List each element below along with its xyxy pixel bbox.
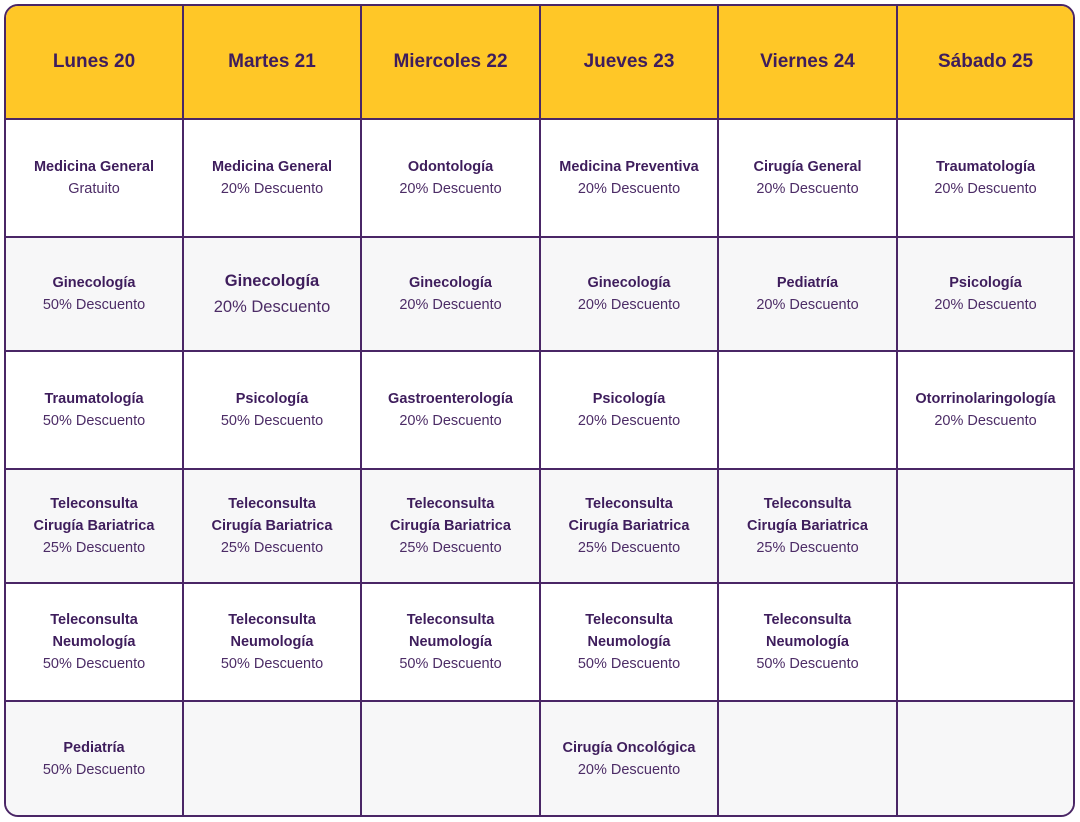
specialty-name: Cirugía Bariatrica [33, 518, 155, 534]
specialty-name: Neumología [52, 634, 136, 650]
discount-label: 25% Descuento [42, 540, 146, 556]
discount-label: 20% Descuento [756, 181, 859, 197]
schedule-cell [898, 120, 1073, 238]
schedule-cell [362, 584, 541, 702]
specialty-name: Otorrinolaringología [915, 391, 1056, 407]
discount-label: 20% Descuento [934, 297, 1037, 313]
specialty-name: Cirugía General [753, 159, 862, 175]
day-header: Miercoles 22 [362, 6, 541, 120]
day-header: Sábado 25 [898, 6, 1073, 120]
discount-label: 50% Descuento [756, 656, 859, 672]
discount-label: 20% Descuento [577, 413, 681, 429]
specialty-name: Teleconsulta [406, 496, 495, 512]
specialty-name: Teleconsulta [585, 612, 673, 628]
schedule-cell [362, 238, 541, 352]
discount-label: 20% Descuento [934, 413, 1037, 429]
schedule-cell [719, 470, 898, 584]
empty-cell [898, 584, 1073, 702]
day-header: Lunes 20 [6, 6, 184, 120]
specialty-name: Gastroenterología [388, 391, 513, 407]
discount-label: 25% Descuento [577, 540, 681, 556]
specialty-name: Ginecología [409, 275, 492, 291]
schedule-cell [362, 470, 541, 584]
schedule-cell [898, 352, 1073, 470]
schedule-cell [719, 120, 898, 238]
discount-label: 50% Descuento [42, 761, 146, 778]
schedule-table [4, 4, 1075, 817]
discount-label: 25% Descuento [399, 540, 502, 556]
schedule-cell [184, 470, 362, 584]
empty-cell [184, 702, 362, 815]
discount-label: 20% Descuento [399, 297, 502, 313]
empty-cell [898, 470, 1073, 584]
schedule-cell [6, 238, 184, 352]
day-header: Jueves 23 [541, 6, 719, 120]
specialty-name: Neumología [766, 634, 849, 650]
specialty-name: Odontología [407, 159, 494, 175]
specialty-name: Teleconsulta [50, 612, 138, 628]
specialty-name: Medicina Preventiva [559, 159, 699, 175]
schedule-cell [6, 702, 184, 815]
day-header: Martes 21 [184, 6, 362, 120]
schedule-cell [6, 120, 184, 238]
specialty-name: Ginecología [52, 275, 136, 291]
day-header: Viernes 24 [719, 6, 898, 120]
discount-label: 20% Descuento [577, 181, 681, 197]
specialty-name: Cirugía Bariatrica [568, 518, 690, 534]
discount-label: 25% Descuento [220, 540, 324, 556]
discount-label: 50% Descuento [42, 656, 146, 672]
specialty-name: Psicología [235, 391, 309, 407]
schedule-cell [541, 352, 719, 470]
discount-label: 50% Descuento [42, 413, 146, 429]
discount-label: 20% Descuento [399, 413, 502, 429]
specialty-name: Psicología [592, 391, 666, 407]
specialty-name: Cirugía Bariatrica [747, 518, 868, 534]
schedule-cell [6, 584, 184, 702]
discount-label: 20% Descuento [577, 761, 681, 778]
specialty-name: Pediatría [776, 275, 839, 291]
specialty-name: Cirugía Bariatrica [390, 518, 511, 534]
empty-cell [719, 702, 898, 815]
specialty-name: Teleconsulta [50, 496, 138, 512]
schedule-cell [184, 584, 362, 702]
specialty-name: Neumología [587, 634, 671, 650]
specialty-name: Pediatría [63, 739, 125, 756]
empty-cell [362, 702, 541, 815]
discount-label: 50% Descuento [220, 656, 324, 672]
schedule-cell [541, 584, 719, 702]
specialty-name: Teleconsulta [228, 496, 316, 512]
discount-label: 50% Descuento [399, 656, 502, 672]
empty-cell [719, 352, 898, 470]
schedule-cell [6, 470, 184, 584]
specialty-name: Teleconsulta [228, 612, 316, 628]
schedule-cell [6, 352, 184, 470]
schedule-cell [362, 352, 541, 470]
discount-label: 50% Descuento [220, 413, 324, 429]
empty-cell [898, 702, 1073, 815]
specialty-name: Ginecología [224, 272, 320, 290]
schedule-cell [719, 584, 898, 702]
schedule-cell [184, 352, 362, 470]
discount-label: 20% Descuento [934, 181, 1037, 197]
discount-label: 20% Descuento [756, 297, 859, 313]
specialty-name: Teleconsulta [585, 496, 673, 512]
discount-label: 20% Descuento [399, 181, 502, 197]
specialty-name: Teleconsulta [406, 612, 495, 628]
schedule-cell [184, 120, 362, 238]
specialty-name: Traumatología [44, 391, 144, 407]
specialty-name: Teleconsulta [763, 612, 852, 628]
schedule-cell [362, 120, 541, 238]
discount-label: Gratuito [68, 181, 120, 197]
schedule-cell [719, 238, 898, 352]
discount-label: 20% Descuento [213, 298, 331, 316]
discount-label: 20% Descuento [577, 297, 681, 313]
discount-label: 50% Descuento [42, 297, 146, 313]
schedule-cell [541, 702, 719, 815]
schedule-cell [898, 238, 1073, 352]
specialty-name: Cirugía Bariatrica [211, 518, 333, 534]
specialty-name: Medicina General [211, 159, 333, 175]
discount-label: 25% Descuento [756, 540, 859, 556]
specialty-name: Medicina General [33, 159, 155, 175]
specialty-name: Neumología [409, 634, 492, 650]
specialty-name: Ginecología [587, 275, 671, 291]
specialty-name: Neumología [230, 634, 314, 650]
schedule-cell [541, 470, 719, 584]
specialty-name: Teleconsulta [763, 496, 852, 512]
specialty-name: Traumatología [935, 159, 1036, 175]
schedule-cell [541, 120, 719, 238]
specialty-name: Psicología [949, 275, 1022, 291]
schedule-cell [184, 238, 362, 352]
discount-label: 50% Descuento [577, 656, 681, 672]
specialty-name: Cirugía Oncológica [562, 739, 696, 756]
schedule-cell [541, 238, 719, 352]
discount-label: 20% Descuento [220, 181, 324, 197]
